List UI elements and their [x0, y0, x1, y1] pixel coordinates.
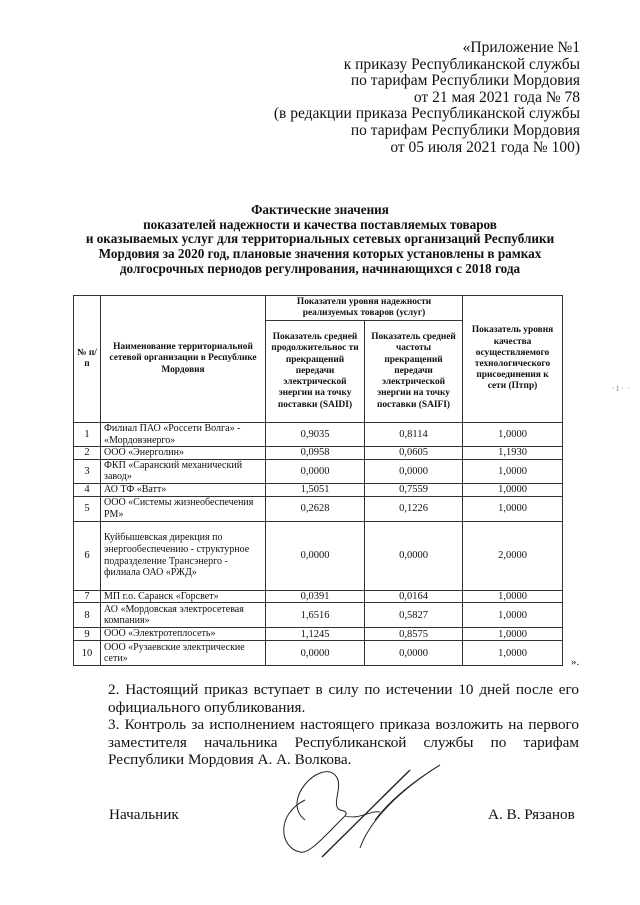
saidi-value: 0,0391 — [266, 590, 365, 603]
title-line: долгосрочных периодов регулирования, начинающихся с 2018 года — [119, 260, 521, 276]
org-name: АО «Мордовская электросетевая компания» — [101, 603, 266, 628]
saifi-value: 0,0000 — [365, 459, 463, 483]
saifi-value: 0,0000 — [365, 641, 463, 666]
paragraph-2-text: 2. Настоящий приказ вступает в силу по истечении 10 дней после его официального опубликования. — [108, 681, 579, 716]
saifi-value: 0,8575 — [365, 628, 463, 641]
org-name: Куйбышевская дирекция по энергообеспечению - структурное подразделение Трансэнерго - филиала ОАО «РЖД» — [101, 521, 266, 590]
table-row — [74, 521, 563, 590]
saidi-value: 0,0000 — [266, 521, 365, 590]
signatory-name: А. В. Рязанов — [488, 806, 575, 823]
signatory-title: Начальник — [109, 806, 179, 823]
paragraph-3-text: 3. Контроль за исполнением настоящего приказа возложить на первого заместителя начальника Республиканской службы по тарифам Республики Мордовия А. А. Волкова. — [108, 716, 579, 768]
title-line: и оказываемых услуг для территориальных сетевых организаций Республики — [85, 231, 555, 247]
saifi-value: 0,0605 — [365, 447, 463, 460]
reliability-indicators-table — [73, 295, 563, 666]
ptpr-value: 1,0000 — [463, 628, 563, 641]
saidi-value: 0,0000 — [266, 459, 365, 483]
org-name: ООО «Электротеплосеть» — [101, 628, 266, 641]
table-row — [74, 483, 563, 496]
ptpr-value: 1,0000 — [463, 459, 563, 483]
row-number: 10 — [74, 641, 101, 666]
header-saidi: Показатель средней продолжительнос ти прекращений передачи электрической энергии на точку поставки (SAIDI) — [266, 321, 365, 423]
scan-artifact: ·1· · — [612, 384, 631, 393]
header-org-name: Наименование территориальной сетевой организации в Республике Мордовия — [101, 296, 266, 423]
document-title — [60, 203, 580, 277]
row-number: 9 — [74, 628, 101, 641]
handwritten-signature-icon — [250, 760, 450, 870]
saifi-value: 0,1226 — [365, 496, 463, 521]
saifi-value: 0,5827 — [365, 603, 463, 628]
table-row — [74, 603, 563, 628]
ptpr-value: 1,0000 — [463, 603, 563, 628]
table-row — [74, 423, 563, 447]
saidi-value: 0,0000 — [266, 641, 365, 666]
table-body — [74, 423, 563, 666]
saidi-value: 1,1245 — [266, 628, 365, 641]
saidi-value: 0,0958 — [266, 447, 365, 460]
table-row — [74, 628, 563, 641]
row-number: 4 — [74, 483, 101, 496]
ptpr-value: 1,0000 — [463, 590, 563, 603]
ptpr-value: 1,0000 — [463, 483, 563, 496]
appendix-header — [274, 40, 580, 156]
header-ptpr: Показатель уровня качества осуществляемого технологического присоединения к сети (Птпр) — [463, 296, 563, 423]
header-line: (в редакции приказа Республиканской службы — [273, 105, 580, 123]
ptpr-value: 1,0000 — [463, 496, 563, 521]
row-number: 3 — [74, 459, 101, 483]
closing-quote: ». — [571, 656, 580, 668]
header-line: от 05 июля 2021 года № 100) — [390, 138, 580, 156]
table-row — [74, 459, 563, 483]
row-number: 6 — [74, 521, 101, 590]
paragraph-2 — [81, 681, 579, 716]
ptpr-value: 1,0000 — [463, 641, 563, 666]
saidi-value: 0,9035 — [266, 423, 365, 447]
header-line: по тарифам Республики Мордовия — [350, 121, 580, 139]
header-line: по тарифам Республики Мордовия — [350, 72, 580, 90]
org-name: ООО «Системы жизнеобеспечения РМ» — [101, 496, 266, 521]
header-line: к приказу Республиканской службы — [343, 55, 580, 73]
title-line: Фактические значения — [251, 202, 389, 217]
saidi-value: 0,2628 — [266, 496, 365, 521]
row-number: 7 — [74, 590, 101, 603]
org-name: АО ТФ «Ватт» — [101, 483, 266, 496]
header-saifi: Показатель средней частоты прекращений передачи электрической энергии на точку поставки (SAIFI) — [365, 321, 463, 423]
org-name: ФКП «Саранский механический завод» — [101, 459, 266, 483]
title-line: Мордовия за 2020 год, плановые значения которых установлены в рамках — [98, 246, 542, 262]
ptpr-value: 1,0000 — [463, 423, 563, 447]
ptpr-value: 1,1930 — [463, 447, 563, 460]
header-line: от 21 мая 2021 года № 78 — [413, 88, 580, 106]
table-row — [74, 590, 563, 603]
row-number: 5 — [74, 496, 101, 521]
row-number: 1 — [74, 423, 101, 447]
header-line: «Приложение №1 — [462, 39, 580, 56]
saidi-value: 1,6516 — [266, 603, 365, 628]
title-line: показателей надежности и качества поставляемых товаров — [143, 216, 497, 232]
row-number: 2 — [74, 447, 101, 460]
org-name: Филиал ПАО «Россети Волга» - «Мордовэнерго» — [101, 423, 266, 447]
header-num: № п/п — [74, 296, 101, 423]
saidi-value: 1,5051 — [266, 483, 365, 496]
row-number: 8 — [74, 603, 101, 628]
table-row — [74, 641, 563, 666]
saifi-value: 0,7559 — [365, 483, 463, 496]
org-name: МП г.о. Саранск «Горсвет» — [101, 590, 266, 603]
org-name: ООО «Энерголин» — [101, 447, 266, 460]
saifi-value: 0,8114 — [365, 423, 463, 447]
ptpr-value: 2,0000 — [463, 521, 563, 590]
saifi-value: 0,0164 — [365, 590, 463, 603]
header-reliability-group: Показатели уровня надежности реализуемых товаров (услуг) — [266, 296, 463, 321]
org-name: ООО «Рузаевские электрические сети» — [101, 641, 266, 666]
table-row — [74, 496, 563, 521]
table-row — [74, 447, 563, 460]
saifi-value: 0,0000 — [365, 521, 463, 590]
